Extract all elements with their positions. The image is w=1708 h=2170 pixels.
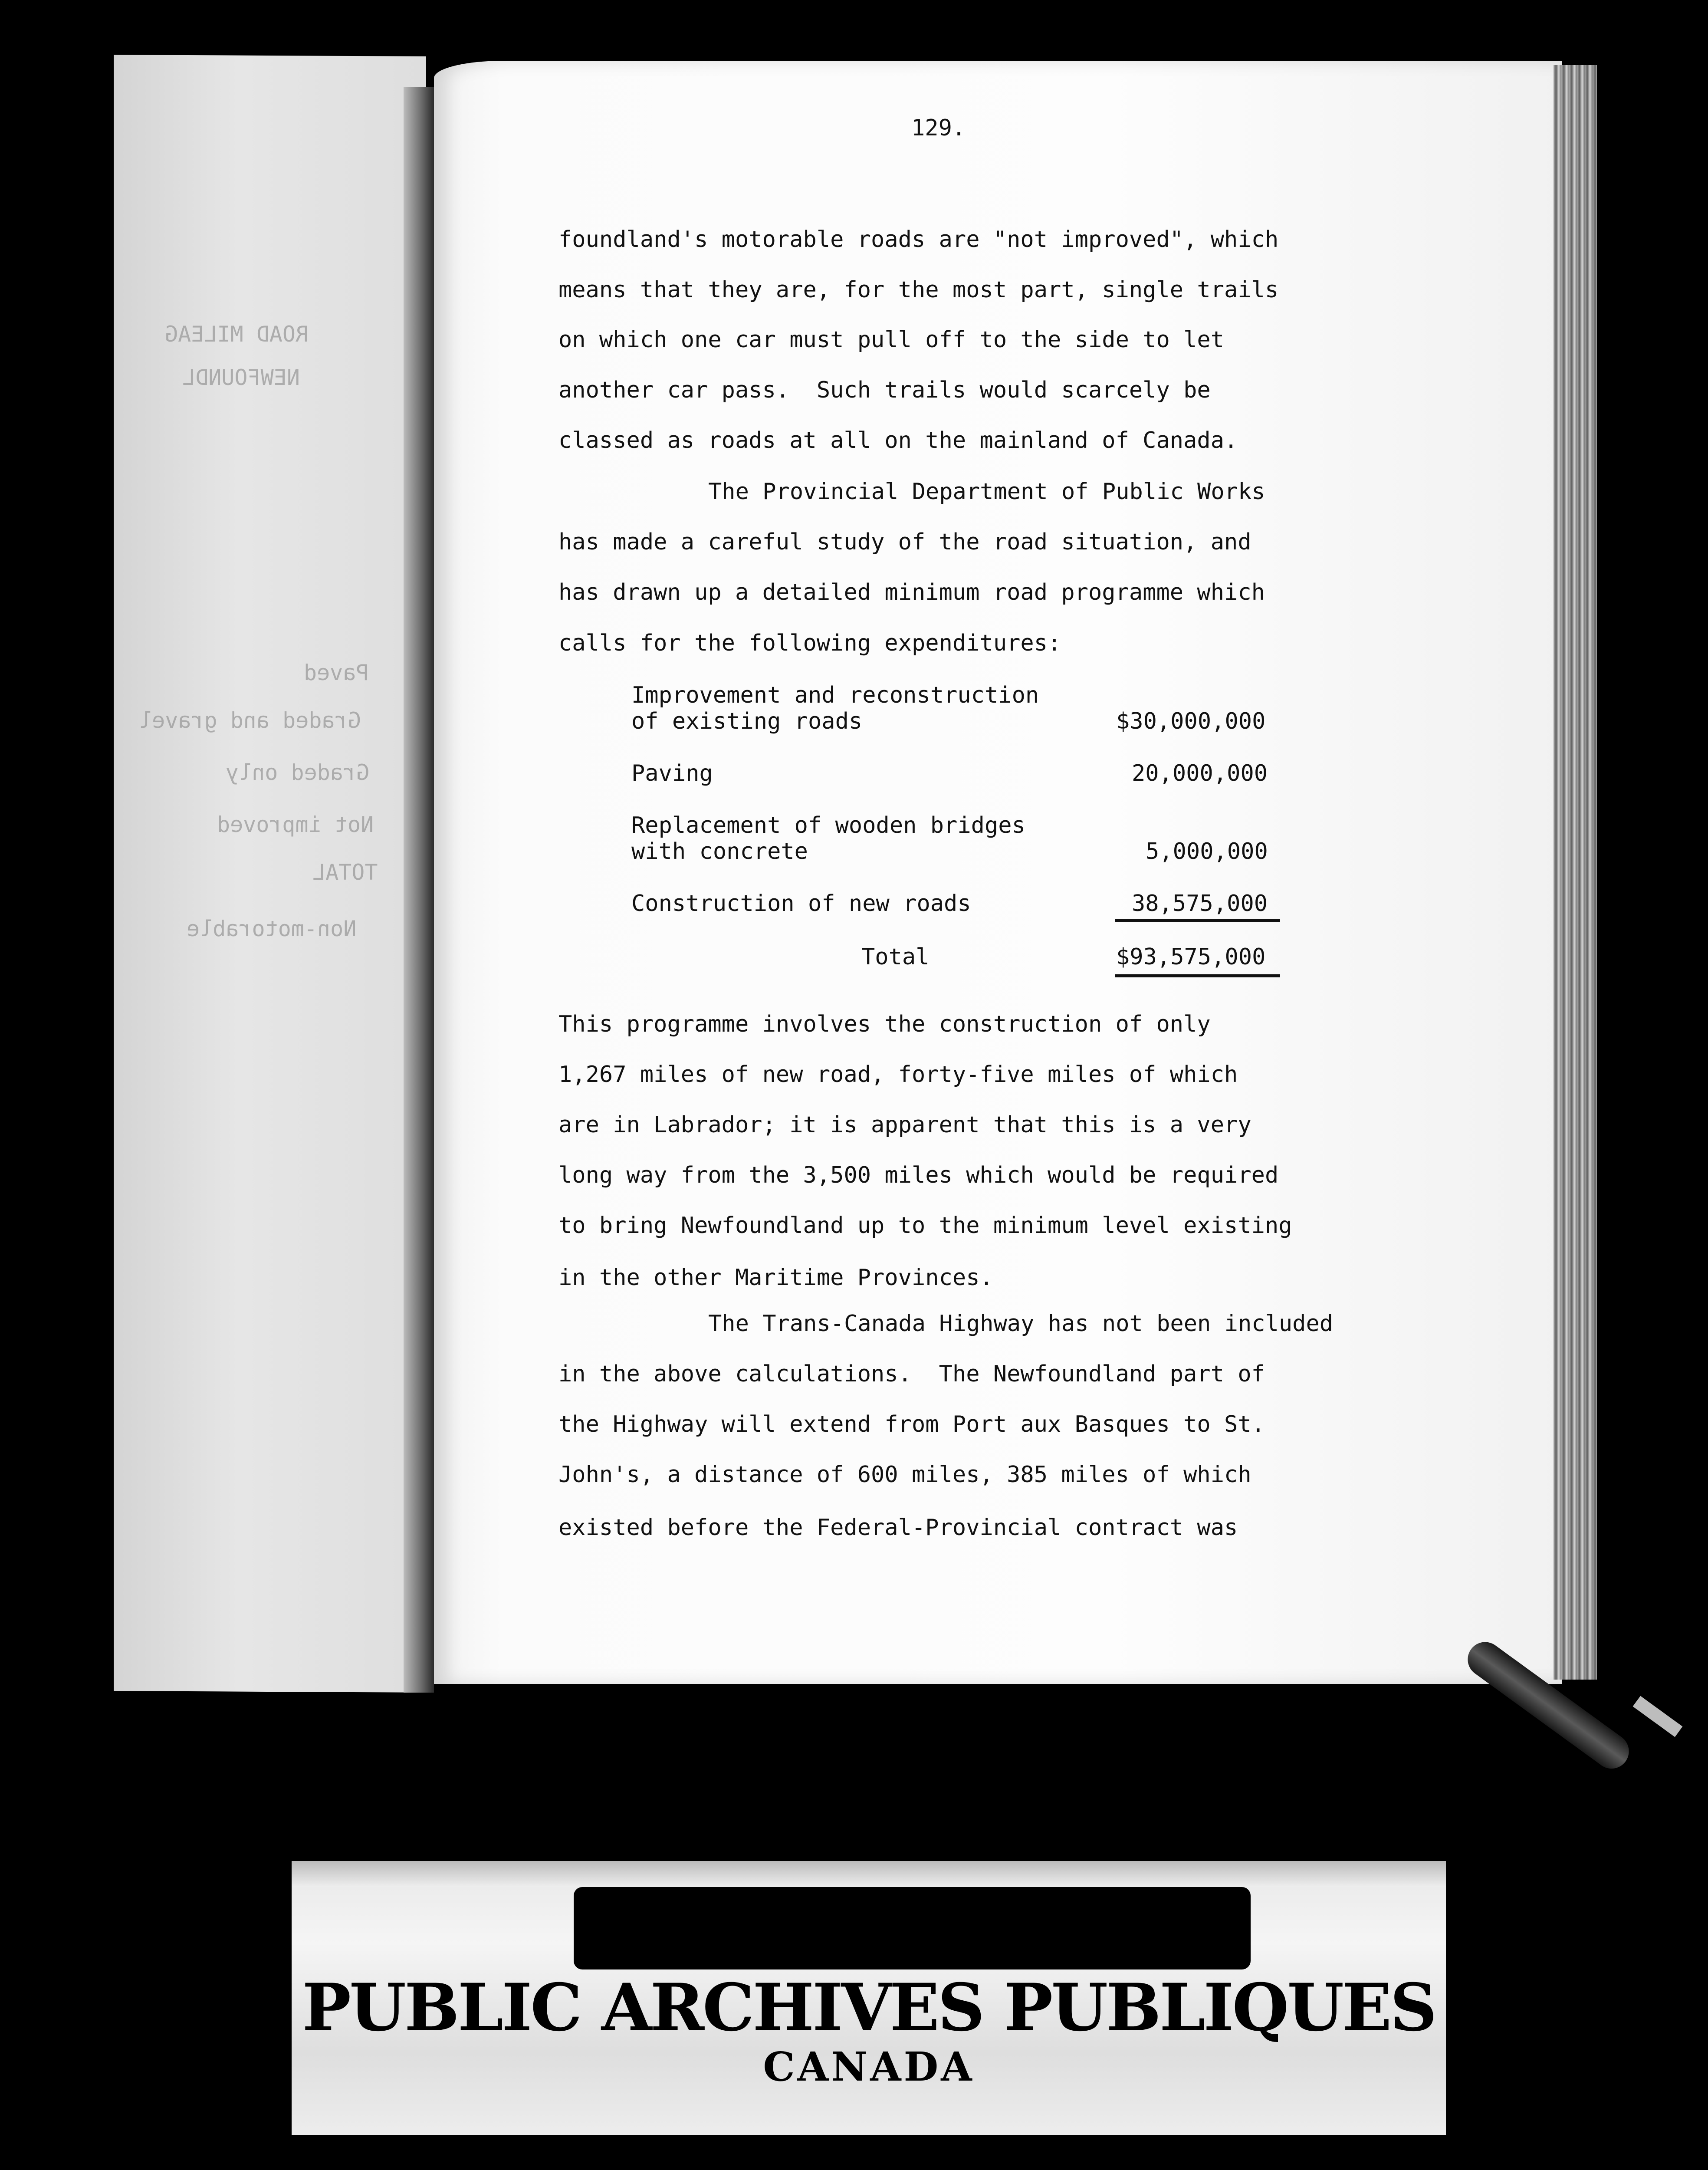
text-line: classed as roads at all on the mainland of Canada. <box>558 427 1238 454</box>
expenditure-label: Improvement and reconstruction <box>631 682 1039 708</box>
text-line: in the above calculations. The Newfoundland part of <box>558 1361 1265 1387</box>
redaction-bar <box>574 1887 1251 1969</box>
text-line: to bring Newfoundland up to the minimum level existing <box>558 1213 1292 1239</box>
left-page-ghost-line: ROAD MILEAG <box>165 322 309 347</box>
text-line: This programme involves the construction of only <box>558 1011 1211 1037</box>
expenditure-amount: 20,000,000 <box>1132 760 1268 786</box>
expenditure-label: Replacement of wooden bridges <box>631 812 1025 838</box>
total-amount: $93,575,000 <box>1116 944 1266 970</box>
text-line: calls for the following expenditures: <box>558 630 1061 656</box>
text-line: John's, a distance of 600 miles, 385 miles of which <box>558 1462 1251 1488</box>
text-line: another car pass. Such trails would scarcely be <box>558 377 1211 403</box>
text-line: foundland's motorable roads are "not improved", which <box>558 227 1279 253</box>
expenditure-label: Paving <box>631 760 713 786</box>
text-line: existed before the Federal-Provincial contract was <box>558 1515 1238 1541</box>
left-facing-page <box>114 55 426 1693</box>
left-page-ghost-line: Graded and gravel <box>139 708 361 733</box>
expenditure-label: with concrete <box>631 838 808 865</box>
expenditure-amount: $30,000,000 <box>1116 708 1266 734</box>
text-line: on which one car must pull off to the side to let <box>558 327 1225 353</box>
page-number: 129. <box>911 115 966 141</box>
text-line: has drawn up a detailed minimum road programme which <box>558 579 1265 605</box>
text-line: 1,267 miles of new road, forty-five miles of which <box>558 1062 1238 1088</box>
total-label: Total <box>861 944 930 970</box>
text-line: means that they are, for the most part, single trails <box>558 277 1279 303</box>
text-line: long way from the 3,500 miles which would be required <box>558 1162 1279 1188</box>
left-page-ghost-line: Graded only <box>226 760 370 785</box>
text-line: has made a careful study of the road situation, and <box>558 529 1251 555</box>
left-page-ghost-line: Paved <box>304 660 369 685</box>
text-line: the Highway will extend from Port aux Basques to St. <box>558 1411 1265 1437</box>
expenditure-label: Construction of new roads <box>631 891 971 917</box>
total-rule <box>1115 974 1280 977</box>
left-page-ghost-line: Non-motorable <box>187 916 357 941</box>
right-page <box>434 61 1562 1684</box>
left-page-ghost-line: TOTAL <box>312 860 378 885</box>
stamp-top-band <box>292 1861 1446 1887</box>
text-line: in the other Maritime Provinces. <box>558 1265 993 1291</box>
archive-stamp <box>292 1861 1446 2135</box>
left-page-ghost-line: Not improved <box>217 812 374 837</box>
stamp-title: PUBLIC ARCHIVES PUBLIQUES <box>302 1969 1435 2046</box>
text-line: are in Labrador; it is apparent that this is a very <box>558 1112 1251 1138</box>
book-gutter <box>404 87 434 1693</box>
text-line: The Trans-Canada Highway has not been included <box>708 1311 1334 1337</box>
expenditure-amount: 5,000,000 <box>1146 838 1268 865</box>
expenditure-label: of existing roads <box>631 708 863 734</box>
stamp-country: CANADA <box>763 2043 975 2090</box>
text-line: The Provincial Department of Public Works <box>708 479 1265 505</box>
subtotal-rule <box>1115 919 1280 922</box>
expenditure-amount: 38,575,000 <box>1132 891 1268 917</box>
page-edges <box>1554 65 1597 1680</box>
left-page-ghost-line: NEWFOUNDL <box>182 365 300 390</box>
pen-tip <box>1633 1696 1683 1737</box>
